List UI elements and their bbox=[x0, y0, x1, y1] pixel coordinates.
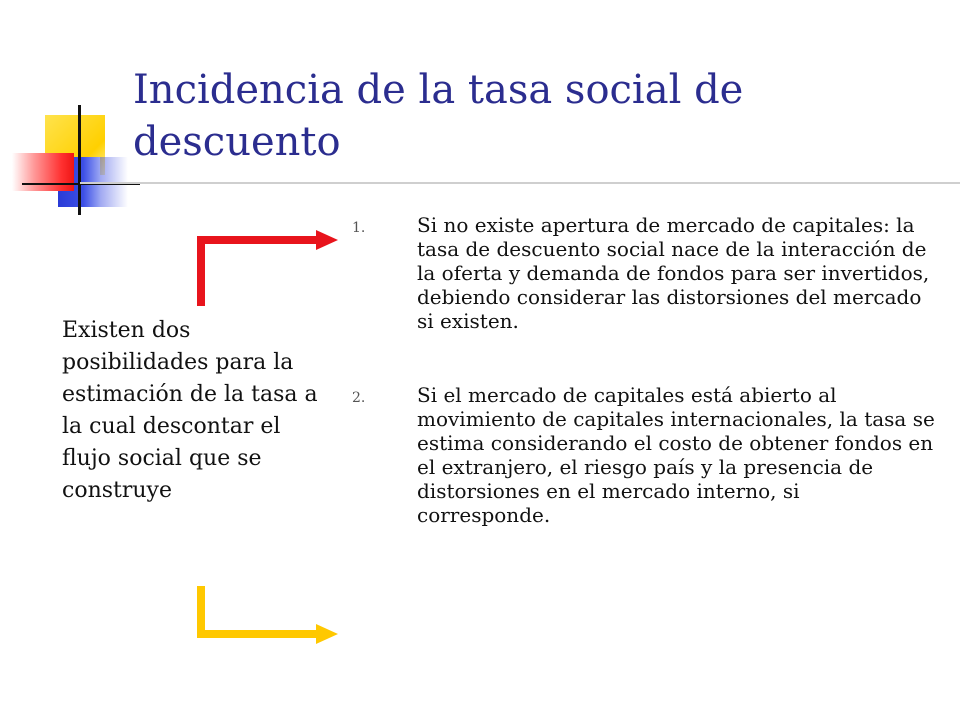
yellow-elbow-arrow-icon bbox=[190, 582, 350, 652]
list-item bbox=[352, 383, 937, 527]
intro-text: Existen dos posibilidades para la estimación de la tasa a la cual descontar el flujo social que se construye bbox=[62, 318, 318, 503]
red-elbow-arrow-icon bbox=[190, 218, 350, 310]
list-text: Si el mercado de capitales está abierto al movimiento de capitales internacionales, la tasa se estima considerando el costo de obtener fondos en el extranjero, el riesgo país y la presencia de distorsiones en el mercado interno, si corresponde. bbox=[417, 383, 935, 527]
list-text: Si no existe apertura de mercado de capitales: la tasa de descuento social nace de la interacción de la oferta y demanda de fondos para ser invertidos, debiendo considerar las distorsiones del mercado si existen. bbox=[417, 213, 930, 333]
logo-vertical-line bbox=[78, 105, 81, 215]
slide-title: Incidencia de la tasa social de descuento bbox=[133, 67, 744, 165]
numbered-list bbox=[352, 213, 937, 527]
list-number: 1. bbox=[352, 220, 366, 236]
corner-squares-logo bbox=[0, 95, 140, 225]
title-divider bbox=[80, 182, 960, 184]
list-number: 2. bbox=[352, 390, 366, 406]
red-square bbox=[12, 153, 74, 191]
list-item bbox=[352, 213, 937, 333]
